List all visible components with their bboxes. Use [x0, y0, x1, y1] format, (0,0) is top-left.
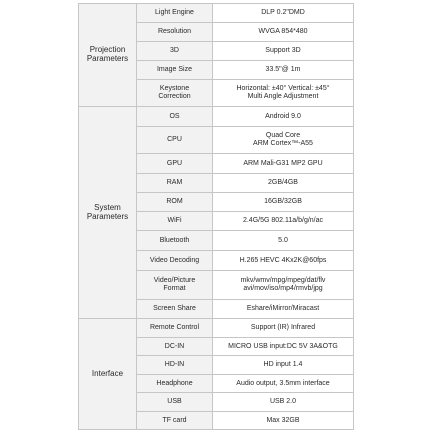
spec-label	[137, 154, 213, 174]
spec-value	[213, 212, 354, 231]
cell-text-line: ARM Cortex™-A55	[253, 140, 313, 147]
cell-text-line: Bluetooth	[159, 236, 190, 244]
cell-text-line: RAM	[166, 179, 183, 187]
cell-text-line: CPU	[167, 136, 182, 144]
cell-text-line: Horizontal: ±40° Vertical: ±45°	[236, 85, 330, 93]
cell-text-line: USB	[167, 398, 182, 406]
spec-label	[137, 231, 213, 251]
cell-text-line: Quad Core	[265, 132, 301, 140]
cell-text-line: Projection	[89, 45, 126, 55]
spec-label	[137, 300, 213, 319]
spec-label	[137, 174, 213, 193]
spec-value	[213, 174, 354, 193]
cell-text-line: Eshare/iMirror/Miracast	[246, 305, 320, 313]
cell-text-line: 2.4G/5G 802.11a/b/g/n/ac	[242, 217, 324, 225]
cell-text-line: 33.5"@ 1m	[265, 66, 301, 74]
table-row	[79, 107, 354, 127]
cell-text-line: Image Size	[156, 66, 193, 74]
cell-text-line: Resolution	[157, 28, 192, 36]
cell-text-line: Remote Control	[149, 324, 200, 332]
spec-value	[213, 319, 354, 338]
spec-value	[213, 4, 354, 23]
cell-text-line: HD input 1.4	[263, 361, 303, 369]
cell-text-line: Support 3D	[265, 47, 301, 55]
cell-text-line: HD-IN	[164, 361, 185, 369]
cell-text-line: Android 9.0	[265, 112, 301, 120]
cell-text-line: MICRO USB input:DC 5V 3A&OTG	[228, 342, 338, 350]
spec-label	[137, 61, 213, 80]
spec-value	[213, 61, 354, 80]
cell-text-line: Support (IR) Infrared	[250, 324, 316, 332]
spec-value	[213, 127, 354, 154]
cell-text-line: Interface	[91, 368, 124, 378]
cell-text-line: USB 2.0	[269, 398, 297, 406]
cell-text-line: Correction	[158, 93, 191, 100]
cell-text-line: Light Engine	[155, 9, 194, 17]
cell-text-line: avi/mov/iso/mp4/rmvb/jpg	[243, 285, 323, 292]
spec-label	[137, 375, 213, 393]
cell-text-line: DLP 0.2"DMD	[261, 9, 305, 17]
spec-table	[78, 3, 354, 430]
cell-text-line: Parameters	[86, 54, 129, 63]
section-title	[79, 107, 137, 319]
cell-text-line: mkv/wmv/mpg/mpeg/dat/flv	[240, 277, 326, 285]
spec-label	[137, 80, 213, 107]
cell-text-line: Multi Angle Adjustment	[247, 93, 319, 100]
cell-text-line: Audio output, 3.5mm interface	[236, 379, 330, 387]
spec-label	[137, 412, 213, 430]
cell-text-line: Video Decoding	[149, 256, 200, 264]
cell-text-line: Screen Share	[153, 305, 196, 313]
spec-value	[213, 393, 354, 412]
spec-value	[213, 356, 354, 375]
table-row	[79, 4, 354, 23]
spec-value	[213, 107, 354, 127]
spec-table-body	[79, 4, 354, 430]
cell-text-line: ROM	[166, 198, 183, 206]
cell-text-line: Max 32GB	[266, 416, 300, 424]
spec-value	[213, 193, 354, 212]
spec-label	[137, 356, 213, 375]
spec-value	[213, 338, 354, 356]
spec-label	[137, 271, 213, 300]
spec-label	[137, 393, 213, 412]
spec-value	[213, 231, 354, 251]
spec-value	[213, 42, 354, 61]
cell-text-line: 3D	[170, 47, 179, 55]
spec-value	[213, 23, 354, 42]
spec-label	[137, 319, 213, 338]
cell-text-line: 5.0	[278, 236, 288, 244]
spec-label	[137, 42, 213, 61]
spec-value	[213, 300, 354, 319]
spec-value	[213, 412, 354, 430]
cell-text-line: ARM Mali-G31 MP2 GPU	[243, 159, 323, 167]
section-title	[79, 4, 137, 107]
cell-text-line: WVGA 854*480	[258, 28, 308, 36]
spec-value	[213, 251, 354, 271]
spec-label	[137, 193, 213, 212]
spec-value	[213, 154, 354, 174]
spec-value	[213, 80, 354, 107]
cell-text-line: WiFi	[167, 217, 182, 225]
cell-text-line: GPU	[166, 159, 183, 167]
cell-text-line: 2GB/4GB	[268, 179, 298, 187]
cell-text-line: Video/Picture	[153, 277, 196, 285]
cell-text-line: Format	[163, 285, 186, 292]
spec-label	[137, 212, 213, 231]
cell-text-line: TF card	[162, 416, 187, 424]
cell-text-line: Headphone	[156, 379, 193, 387]
cell-text-line: H.265 HEVC 4Kx2K@60fps	[239, 256, 327, 264]
cell-text-line: Keystone	[159, 85, 190, 93]
spec-label	[137, 251, 213, 271]
section-title	[79, 319, 137, 430]
spec-label	[137, 107, 213, 127]
spec-label	[137, 127, 213, 154]
cell-text-line: DC-IN	[164, 342, 185, 350]
cell-text-line: 16GB/32GB	[264, 198, 302, 206]
spec-label	[137, 4, 213, 23]
spec-value	[213, 271, 354, 300]
cell-text-line: Parameters	[86, 211, 129, 221]
spec-label	[137, 23, 213, 42]
cell-text-line: System	[94, 202, 121, 212]
spec-value	[213, 375, 354, 393]
table-row	[79, 319, 354, 338]
spec-label	[137, 338, 213, 356]
cell-text-line: OS	[169, 112, 180, 120]
